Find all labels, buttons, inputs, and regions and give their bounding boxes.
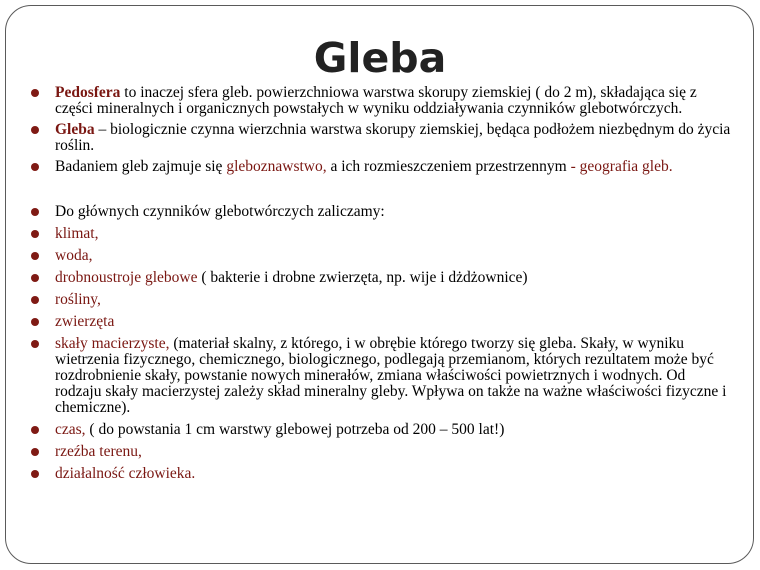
bullet-item-zwierzeta bbox=[28, 314, 734, 330]
bullet-item-rosliny bbox=[28, 292, 734, 308]
factor-klimat: klimat, bbox=[55, 225, 99, 242]
bullet-item-skaly bbox=[28, 336, 734, 416]
bullet-item-woda bbox=[28, 248, 734, 264]
bullet-dot-icon bbox=[31, 252, 39, 260]
bullet-dot-icon bbox=[31, 470, 39, 478]
bullet-dot-icon bbox=[31, 126, 39, 134]
factor-dzialalnosc: działalność człowieka. bbox=[55, 465, 196, 482]
text-badaniem-2: a ich rozmieszczeniem przestrzennym bbox=[326, 158, 571, 175]
slide-title: Gleba bbox=[313, 34, 447, 82]
bullet-item-gleba bbox=[28, 122, 734, 154]
bullet-item-klimat bbox=[28, 226, 734, 242]
bullet-dot-icon bbox=[31, 318, 39, 326]
bullet-dot-icon bbox=[31, 230, 39, 238]
term-gleboznawstwo: gleboznawstwo, bbox=[226, 158, 327, 175]
bullet-dot-icon bbox=[31, 340, 39, 348]
factor-czas: czas, bbox=[55, 421, 86, 438]
factor-rzezba: rzeźba terenu, bbox=[55, 443, 142, 460]
detail-drobnoustroje: ( bakterie i drobne zwierzęta, np. wije i dżdżownice) bbox=[197, 269, 528, 286]
intro-text: Do głównych czynników glebotwórczych zaliczamy: bbox=[55, 203, 385, 220]
bullet-dot-icon bbox=[31, 426, 39, 434]
definition-gleba: – biologicznie czynna wierzchnia warstwa skorupy ziemskiej, będąca podłożem niezbędnym do życia roślin. bbox=[55, 121, 731, 154]
detail-czas: ( do powstania 1 cm warstwy glebowej potrzeba od 200 – 500 lat!) bbox=[85, 421, 505, 438]
bullet-item-intro bbox=[28, 204, 734, 220]
factor-drobnoustroje: drobnoustroje glebowe bbox=[55, 269, 198, 286]
bullet-dot-icon bbox=[31, 89, 39, 97]
term-gleba: Gleba bbox=[55, 121, 95, 138]
bullet-dot-icon bbox=[31, 274, 39, 282]
factor-skaly: skały macierzyste, bbox=[55, 335, 170, 352]
bullet-item-drobnoustroje bbox=[28, 270, 734, 286]
bullet-dot-icon bbox=[31, 208, 39, 216]
bullet-item-czas bbox=[28, 422, 734, 438]
factor-rosliny: rośliny, bbox=[55, 291, 101, 308]
definition-pedosfera: to inaczej sfera gleb. powierzchniowa warstwa skorupy ziemskiej ( do 2 m), składająca się z części mineralnych i organicznych powstałych w wyniku oddziaływania czynników glebotwórczych. bbox=[55, 84, 697, 117]
factor-woda: woda, bbox=[55, 247, 93, 264]
detail-skaly: (materiał skalny, z którego, i w obrębie którego tworzy się gleba. Skały, w wyniku wietrzenia fizycznego, chemicznego, biologicznego, podlegają przemianom, których rezultatem może być rozdrobnienie skały, powstanie nowych minerałów, zmiana właściwości powietrznych i wodnych. Od rodzaju skały macierzystej zależy skład mineralny gleby. Wpływa on także na ważne właściwości fizyczne i chemiczne). bbox=[55, 335, 727, 416]
term-geografia-gleb: - geografia gleb. bbox=[570, 158, 673, 175]
bullet-item-rzezba bbox=[28, 444, 734, 460]
text-badaniem-1: Badaniem gleb zajmuje się bbox=[55, 158, 227, 175]
bullet-dot-icon bbox=[31, 296, 39, 304]
factor-zwierzeta: zwierzęta bbox=[55, 313, 115, 330]
bullet-dot-icon bbox=[31, 448, 39, 456]
bullet-item-pedosfera bbox=[28, 85, 734, 117]
bullet-dot-icon bbox=[31, 163, 39, 171]
slide-content bbox=[28, 85, 734, 482]
term-pedosfera: Pedosfera bbox=[55, 84, 121, 101]
bullet-item-badaniem bbox=[28, 159, 734, 175]
bullet-item-dzialalnosc bbox=[28, 466, 734, 482]
